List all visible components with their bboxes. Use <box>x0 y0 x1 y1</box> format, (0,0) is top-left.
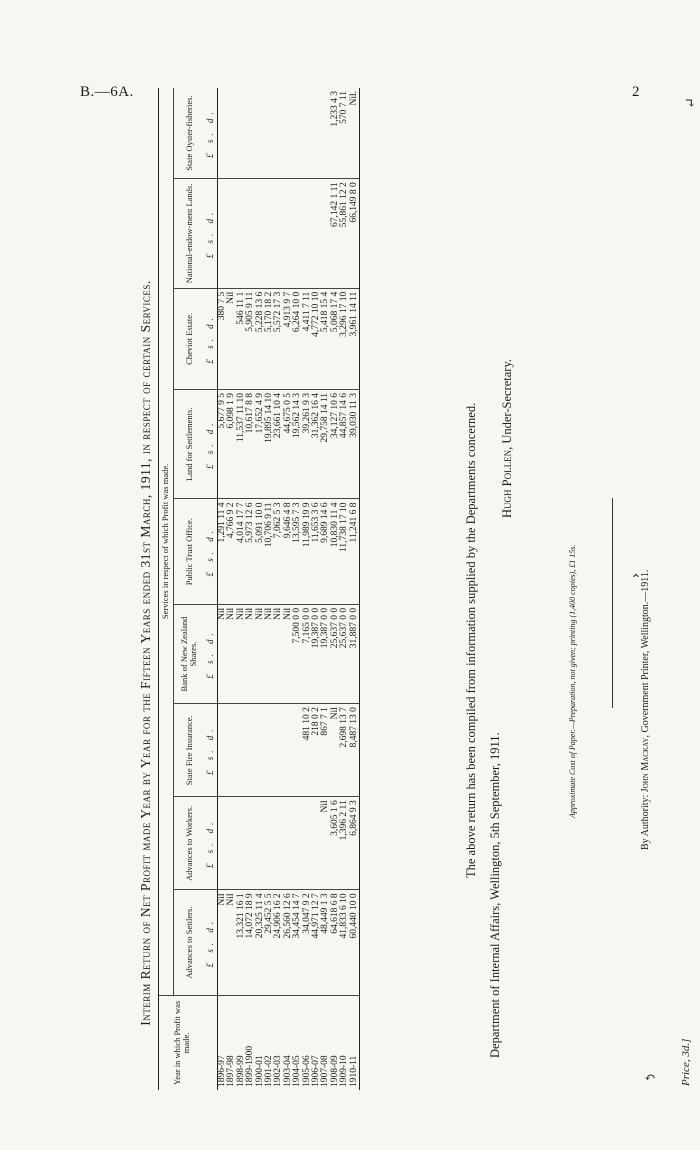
unit-label: £ s. d. <box>204 88 218 179</box>
margin-mark: ↶ <box>644 1071 656 1086</box>
value-cell: 19,895 14 10 <box>265 390 274 500</box>
value-cell <box>256 179 265 289</box>
value-cell: 41,833 6 10 <box>340 890 349 995</box>
value-cell: 29,452 5 5 <box>265 890 274 995</box>
value-cell <box>274 704 283 797</box>
value-cell <box>237 704 246 797</box>
value-cell: 7,165 0 0 <box>303 604 312 703</box>
column-header: Bank of New Zealand Shares. <box>174 604 205 703</box>
year-cell: 1910-11 <box>350 995 360 1090</box>
unit-label: £ s. d. <box>204 890 218 995</box>
value-cell: 4,766 9 2 <box>227 499 236 604</box>
value-cell: 4,913 9 7 <box>284 288 293 389</box>
value-cell: 546 11 1 <box>237 288 246 389</box>
year-cell: 1902-03 <box>273 1055 284 1087</box>
value-cell: 14,072 18 9 <box>246 890 255 995</box>
margin-mark: ⌃ <box>630 573 642 588</box>
value-cell: 44,971 12 7 <box>312 890 321 995</box>
value-cell: 4,411 7 11 <box>303 288 312 389</box>
table-row <box>227 88 236 1090</box>
column-header: State Oyster-fisheries. <box>174 88 205 179</box>
value-cell: 19,387 0 0 <box>321 604 330 703</box>
value-cell: 29,758 14 11 <box>321 390 330 500</box>
value-cell: 4,014 17 7 <box>237 499 246 604</box>
department-line: Department of Internal Affairs, Wellington, 5th September, 1911. <box>488 732 502 1058</box>
value-cell: 44,675 0 5 <box>284 390 293 500</box>
value-cell <box>265 704 274 797</box>
title-text: nterim Return of Net Profit made Year by Year for the Fifteen Years ended 31st March, 1911, in respect of certain Services. <box>138 280 153 1021</box>
value-cell: 19,562 14 3 <box>293 390 302 500</box>
value-cell: 19,387 0 0 <box>312 604 321 703</box>
value-cell: 11,738 17 10 <box>340 499 349 604</box>
value-cell: 7,062 5 3 <box>274 499 283 604</box>
table-row <box>303 88 312 1090</box>
value-cell: 20,325 11 4 <box>256 890 265 995</box>
year-cell: 1901-02 <box>264 1055 275 1087</box>
value-cell: 5,572 17 3 <box>274 288 283 389</box>
table-row <box>321 88 330 1090</box>
value-cell: 5,677 9 5 <box>218 390 228 500</box>
year-cell: 1908-09 <box>329 1055 340 1087</box>
value-cell <box>274 797 283 890</box>
profit-table <box>158 88 360 1090</box>
value-cell: Nil. <box>350 88 360 179</box>
value-cell: 34,454 14 7 <box>293 890 302 995</box>
value-cell: 9,646 4 8 <box>284 499 293 604</box>
value-cell: 1,291 11 4 <box>218 499 228 604</box>
year-cell: 1899-1900 <box>245 1045 256 1087</box>
value-cell: 11,989 19 9 <box>303 499 312 604</box>
divider <box>612 498 613 708</box>
value-cell: 23,661 10 4 <box>274 390 283 500</box>
value-cell <box>265 179 274 289</box>
imprint-rest: , Government Printer, Wellington.—1911. <box>640 569 651 738</box>
column-header: State Fire Insurance. <box>174 704 205 797</box>
value-cell <box>312 88 321 179</box>
value-cell: 3,605 1 6 <box>331 797 340 890</box>
value-cell <box>265 797 274 890</box>
value-cell: 39,261 9 3 <box>303 390 312 500</box>
year-cell: 1898-99 <box>235 1055 246 1087</box>
unit-label: £ s. d. <box>204 179 218 289</box>
value-cell: 5,418 15 4 <box>321 288 330 389</box>
table-row <box>237 88 246 1090</box>
value-cell <box>284 797 293 890</box>
value-cell <box>227 797 236 890</box>
value-cell: 39,030 11 3 <box>350 390 360 500</box>
table-row <box>274 88 283 1090</box>
value-cell: 5,228 13 6 <box>256 288 265 389</box>
value-cell: 60,440 10 0 <box>350 890 360 995</box>
value-cell <box>284 179 293 289</box>
value-cell <box>256 797 265 890</box>
year-column-header: Year in which Profit was made. <box>159 995 205 1090</box>
table-row <box>284 88 293 1090</box>
value-cell: 380 7 5 <box>218 288 228 389</box>
year-cell: 1897-98 <box>226 1055 237 1087</box>
value-cell: 25,637 0 0 <box>340 604 349 703</box>
value-cell: 9,689 14 6 <box>321 499 330 604</box>
header-reference: B.—6A. <box>80 84 134 100</box>
value-cell: Nil <box>237 604 246 703</box>
value-cell: 6,098 1 9 <box>227 390 236 500</box>
value-cell: 66,149 8 0 <box>350 179 360 289</box>
value-cell <box>246 88 255 179</box>
value-cell: 4,772 10 10 <box>312 288 321 389</box>
value-cell: 3,296 17 10 <box>340 288 349 389</box>
value-cell <box>303 797 312 890</box>
value-cell <box>227 88 236 179</box>
value-cell: 13,595 7 3 <box>293 499 302 604</box>
year-cell: 1907-08 <box>320 1055 331 1087</box>
value-cell: 24,906 16 2 <box>274 890 283 995</box>
value-cell <box>284 704 293 797</box>
value-cell <box>237 797 246 890</box>
signatory-name: Hugh Pollen <box>500 449 514 518</box>
value-cell: 64,618 6 8 <box>331 890 340 995</box>
value-cell: 2,698 13 7 <box>340 704 349 797</box>
value-cell <box>274 179 283 289</box>
value-cell: 48,449 1 3 <box>321 890 330 995</box>
value-cell: 10,706 9 11 <box>265 499 274 604</box>
printer-imprint <box>640 570 651 850</box>
unit-label: £ s. d. <box>204 288 218 389</box>
value-cell: 11,537 11 10 <box>237 390 246 500</box>
value-cell: 481 10 2 <box>303 704 312 797</box>
unit-label: £ s. d. <box>204 797 218 890</box>
value-cell <box>218 704 228 797</box>
value-cell: 8,487 13 0 <box>350 704 360 797</box>
table-row <box>293 88 302 1090</box>
value-cell <box>312 179 321 289</box>
value-cell: 6,864 9 3 <box>350 797 360 890</box>
column-header: National-endow-ment Lands. <box>174 179 205 289</box>
year-cell: 1900-01 <box>254 1055 265 1087</box>
value-cell: 10,617 8 8 <box>246 390 255 500</box>
value-cell: 25,637 0 0 <box>331 604 340 703</box>
unit-label: £ s. d. <box>204 390 218 500</box>
table-row <box>331 88 340 1090</box>
printer-name: John Mackay <box>640 737 651 793</box>
page-number: 2 <box>632 84 640 100</box>
value-cell: 34,127 10 6 <box>331 390 340 500</box>
column-header: Public Trust Office. <box>174 499 205 604</box>
unit-label: £ s. d. <box>204 499 218 604</box>
value-cell <box>293 179 302 289</box>
value-cell: 1,233 4 3 <box>331 88 340 179</box>
value-cell: 5,091 10 0 <box>256 499 265 604</box>
value-cell: 5,905 9 11 <box>246 288 255 389</box>
value-cell: 5,068 17 4 <box>331 288 340 389</box>
services-header: Services in respect of which Profit was made. <box>159 88 174 995</box>
value-cell: 31,887 0 0 <box>350 604 360 703</box>
value-cell: 67,142 1 11 <box>331 179 340 289</box>
column-header: Advances to Settlers. <box>174 890 205 995</box>
value-cell: 31,362 16 4 <box>312 390 321 500</box>
value-cell: Nil <box>246 604 255 703</box>
value-cell <box>256 88 265 179</box>
title-initial: I <box>138 1020 153 1026</box>
value-cell: Nil <box>265 604 274 703</box>
document-title <box>138 178 154 1128</box>
value-cell: 5,973 12 6 <box>246 499 255 604</box>
year-cell: 1906-07 <box>311 1055 322 1087</box>
value-cell: 11,241 6 8 <box>350 499 360 604</box>
value-cell: 1,396 2 11 <box>340 797 349 890</box>
value-cell <box>256 704 265 797</box>
value-cell <box>246 179 255 289</box>
year-cell: 1909-10 <box>339 1055 350 1087</box>
value-cell: 6,264 10 0 <box>293 288 302 389</box>
value-cell: Nil <box>227 604 236 703</box>
value-cell: 13,321 16 1 <box>237 890 246 995</box>
value-cell: 7,500 0 0 <box>293 604 302 703</box>
signature <box>500 359 515 518</box>
year-cell: 1904-05 <box>292 1055 303 1087</box>
value-cell: 218 0 2 <box>312 704 321 797</box>
table-row <box>256 88 265 1090</box>
signatory-title: , Under-Secretary. <box>500 358 514 450</box>
value-cell <box>293 797 302 890</box>
value-cell <box>265 88 274 179</box>
value-cell <box>218 88 228 179</box>
price: Price, 3d.] <box>680 1038 692 1086</box>
value-cell: 3,961 14 11 <box>350 288 360 389</box>
imprint-lead: By Authority: <box>640 792 651 850</box>
table-row <box>350 88 360 1090</box>
year-cell: 1905-06 <box>301 1055 312 1087</box>
value-cell: 10,830 11 4 <box>331 499 340 604</box>
value-cell: 44,857 14 6 <box>340 390 349 500</box>
compilation-note: The above return has been compiled from information supplied by the Departments concerned. <box>464 402 478 878</box>
value-cell <box>246 797 255 890</box>
value-cell <box>237 179 246 289</box>
value-cell <box>303 179 312 289</box>
column-header: Advances to Workers. <box>174 797 205 890</box>
value-cell: Nil <box>218 604 228 703</box>
value-cell: 26,560 12 6 <box>284 890 293 995</box>
value-cell <box>218 179 228 289</box>
value-cell: Nil <box>274 604 283 703</box>
cost-note: Approximate Cost of Paper.—Preparation, not given; printing (1,400 copies), £1 15s. <box>568 544 577 818</box>
table-row <box>340 88 349 1090</box>
year-cell: 1896-97 <box>217 1055 227 1087</box>
value-cell: 55,861 12 2 <box>340 179 349 289</box>
value-cell <box>227 179 236 289</box>
value-cell <box>227 704 236 797</box>
value-cell: Nil <box>256 604 265 703</box>
value-cell <box>246 704 255 797</box>
value-cell: Nil <box>218 890 228 995</box>
value-cell: 5,170 18 2 <box>265 288 274 389</box>
value-cell: Nil <box>331 704 340 797</box>
value-cell: Nil <box>321 797 330 890</box>
value-cell: Nil <box>284 604 293 703</box>
column-header: Land for Settlements. <box>174 390 205 500</box>
value-cell <box>237 88 246 179</box>
table-row <box>312 88 321 1090</box>
unit-label: £ s. d. <box>204 704 218 797</box>
table-row <box>265 88 274 1090</box>
value-cell <box>293 88 302 179</box>
value-cell <box>274 88 283 179</box>
year-cell: 1903-04 <box>282 1055 293 1087</box>
margin-mark: ↴ <box>684 97 696 112</box>
value-cell: Nil <box>227 890 236 995</box>
value-cell: Nil <box>227 288 236 389</box>
value-cell: 570 7 11 <box>340 88 349 179</box>
value-cell <box>303 88 312 179</box>
table-row <box>246 88 255 1090</box>
value-cell: 11,653 3 6 <box>312 499 321 604</box>
value-cell <box>284 88 293 179</box>
value-cell <box>218 797 228 890</box>
table-row <box>218 88 228 1090</box>
column-header: Cheviot Estate. <box>174 288 205 389</box>
value-cell: 867 7 1 <box>321 704 330 797</box>
value-cell: 34,047 9 2 <box>303 890 312 995</box>
value-cell: 17,652 4 9 <box>256 390 265 500</box>
unit-label: £ s. d. <box>204 604 218 703</box>
